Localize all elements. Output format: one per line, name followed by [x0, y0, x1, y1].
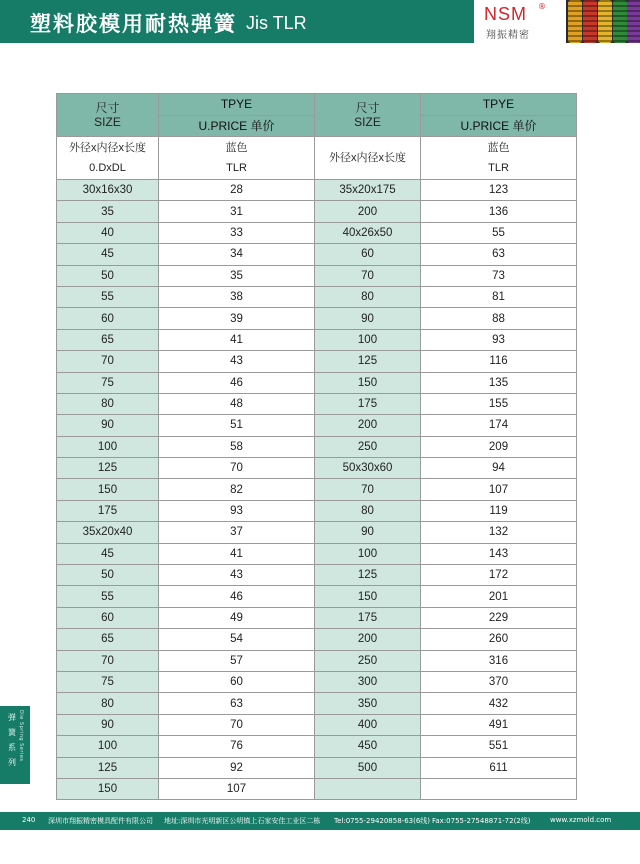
price-cell [421, 778, 577, 799]
footer-website: www.xzmold.com [550, 816, 612, 824]
price-cell: 48 [159, 393, 315, 414]
size-header-en: SIZE [354, 115, 381, 129]
table-row [57, 393, 577, 414]
price-cell: 39 [159, 308, 315, 329]
price-cell: 43 [159, 351, 315, 372]
price-cell: 432 [421, 693, 577, 714]
logo-chinese-name: 翔振精密 [486, 30, 530, 41]
size-cell: 125 [315, 565, 421, 586]
table-row [57, 244, 577, 265]
size-cell: 75 [57, 671, 159, 692]
price-cell: 201 [421, 586, 577, 607]
price-cell: 55 [421, 222, 577, 243]
side-section-tab [0, 706, 30, 784]
footer-address: 地址:深圳市光明新区公明镇上石家安佳工业区二栋 [164, 817, 321, 825]
size-cell: 40x26x50 [315, 222, 421, 243]
size-cell: 100 [57, 736, 159, 757]
company-logo [474, 0, 566, 43]
size-cell: 200 [315, 201, 421, 222]
price-cell: 41 [159, 329, 315, 350]
spring-yellow-icon [598, 0, 612, 43]
price-cell: 107 [159, 778, 315, 799]
price-cell: 551 [421, 736, 577, 757]
size-cell: 60 [57, 308, 159, 329]
price-header-cell: U.PRICE 单价 [159, 115, 315, 137]
type-code: TLR [488, 162, 509, 174]
price-cell: 43 [159, 565, 315, 586]
price-description-cell [421, 137, 577, 180]
table-row [57, 522, 577, 543]
price-cell: 54 [159, 629, 315, 650]
table-row [57, 415, 577, 436]
size-cell: 35x20x40 [57, 522, 159, 543]
price-cell: 611 [421, 757, 577, 778]
table-row [57, 436, 577, 457]
size-cell: 70 [57, 351, 159, 372]
page-header [0, 0, 640, 43]
size-cell: 90 [57, 415, 159, 436]
size-header-cell [315, 94, 421, 137]
size-cell: 90 [315, 308, 421, 329]
size-cell: 45 [57, 244, 159, 265]
table-row [57, 479, 577, 500]
size-cell: 90 [57, 714, 159, 735]
price-cell: 51 [159, 415, 315, 436]
footer-company: 深圳市翔振精密模具配件有限公司 [48, 817, 153, 825]
size-description-cell [57, 137, 159, 180]
table-row [57, 329, 577, 350]
price-cell: 370 [421, 671, 577, 692]
spring-price-table [56, 93, 577, 800]
logo-text: NSM [484, 4, 527, 24]
spring-red-icon [583, 0, 597, 43]
price-cell: 33 [159, 222, 315, 243]
size-cell: 90 [315, 522, 421, 543]
table-subheader-row [57, 137, 577, 180]
size-header-cn: 尺寸 [95, 101, 120, 115]
table-row [57, 736, 577, 757]
table-row [57, 351, 577, 372]
price-cell: 119 [421, 500, 577, 521]
table-row [57, 222, 577, 243]
size-cell: 350 [315, 693, 421, 714]
springs-photo [566, 0, 640, 43]
size-cell: 300 [315, 671, 421, 692]
type-header-cell: TPYE [159, 94, 315, 116]
table-row [57, 629, 577, 650]
price-cell: 94 [421, 458, 577, 479]
price-cell: 132 [421, 522, 577, 543]
table-row [57, 757, 577, 778]
table-row [57, 543, 577, 564]
size-cell: 125 [57, 458, 159, 479]
spring-purple-icon [627, 0, 640, 43]
size-cell: 80 [57, 693, 159, 714]
size-cell: 60 [315, 244, 421, 265]
type-code: TLR [226, 162, 247, 174]
size-cell: 100 [57, 436, 159, 457]
size-cell: 200 [315, 629, 421, 650]
price-cell: 155 [421, 393, 577, 414]
price-cell: 28 [159, 180, 315, 201]
table-row [57, 372, 577, 393]
page-footer [0, 812, 640, 830]
footer-tel: Tel:0755-29420858-63(6线) [334, 817, 431, 825]
size-cell: 35x20x175 [315, 180, 421, 201]
logo-registered-mark: ® [538, 2, 546, 11]
price-cell: 174 [421, 415, 577, 436]
price-cell: 93 [159, 500, 315, 521]
size-cell [315, 778, 421, 799]
size-cell: 65 [57, 329, 159, 350]
size-cell: 100 [315, 329, 421, 350]
price-cell: 260 [421, 629, 577, 650]
table-row [57, 201, 577, 222]
size-cell: 125 [315, 351, 421, 372]
price-description-cell [159, 137, 315, 180]
price-cell: 73 [421, 265, 577, 286]
color-label: 蓝色 [487, 142, 510, 154]
table-row [57, 308, 577, 329]
side-tab-label: 弹簧系列 [8, 713, 16, 767]
spring-green-icon [613, 0, 627, 43]
table-row [57, 565, 577, 586]
table-row [57, 500, 577, 521]
price-cell: 46 [159, 586, 315, 607]
size-cell: 250 [315, 436, 421, 457]
page-title: 塑料胶模用耐热弹簧 [30, 12, 237, 36]
price-cell: 82 [159, 479, 315, 500]
size-cell: 100 [315, 543, 421, 564]
size-cell: 175 [57, 500, 159, 521]
size-header-cell [57, 94, 159, 137]
size-code: 0.DxDL [89, 162, 126, 174]
price-cell: 57 [159, 650, 315, 671]
page-number: 240 [22, 816, 36, 824]
size-cell: 55 [57, 586, 159, 607]
table-header-row [57, 94, 577, 116]
price-cell: 81 [421, 286, 577, 307]
price-cell: 37 [159, 522, 315, 543]
size-cell: 35 [57, 201, 159, 222]
side-tab-english: Die Spring Series [18, 710, 24, 762]
size-description-cell [315, 137, 421, 180]
size-cell: 175 [315, 607, 421, 628]
size-cell: 75 [57, 372, 159, 393]
price-cell: 31 [159, 201, 315, 222]
price-cell: 107 [421, 479, 577, 500]
size-cell: 250 [315, 650, 421, 671]
price-cell: 49 [159, 607, 315, 628]
table-row [57, 714, 577, 735]
type-header-cell: TPYE [421, 94, 577, 116]
size-cell: 50 [57, 565, 159, 586]
size-cell: 80 [315, 286, 421, 307]
price-cell: 46 [159, 372, 315, 393]
size-cell: 125 [57, 757, 159, 778]
size-cell: 400 [315, 714, 421, 735]
table-row [57, 671, 577, 692]
size-cell: 50x30x60 [315, 458, 421, 479]
price-cell: 491 [421, 714, 577, 735]
price-cell: 63 [159, 693, 315, 714]
size-cell: 150 [315, 372, 421, 393]
size-cell: 45 [57, 543, 159, 564]
size-cell: 55 [57, 286, 159, 307]
page-subtitle: Jis TLR [246, 13, 307, 33]
price-cell: 76 [159, 736, 315, 757]
size-cell: 65 [57, 629, 159, 650]
size-description: 外径x内径x长度 [69, 142, 146, 154]
size-cell: 450 [315, 736, 421, 757]
price-cell: 70 [159, 714, 315, 735]
size-cell: 60 [57, 607, 159, 628]
price-header-cell: U.PRICE 单价 [421, 115, 577, 137]
price-cell: 143 [421, 543, 577, 564]
size-cell: 200 [315, 415, 421, 436]
price-cell: 229 [421, 607, 577, 628]
size-cell: 40 [57, 222, 159, 243]
size-cell: 175 [315, 393, 421, 414]
table-row [57, 650, 577, 671]
table-row [57, 458, 577, 479]
size-cell: 80 [315, 500, 421, 521]
size-description: 外径x内径x长度 [329, 152, 406, 164]
table-row [57, 286, 577, 307]
price-cell: 92 [159, 757, 315, 778]
price-cell: 41 [159, 543, 315, 564]
table-row [57, 265, 577, 286]
size-cell: 80 [57, 393, 159, 414]
size-cell: 150 [57, 479, 159, 500]
price-cell: 135 [421, 372, 577, 393]
size-header-en: SIZE [94, 115, 121, 129]
table-row [57, 607, 577, 628]
table-row [57, 180, 577, 201]
color-label: 蓝色 [225, 142, 248, 154]
price-cell: 116 [421, 351, 577, 372]
price-cell: 316 [421, 650, 577, 671]
size-cell: 30x16x30 [57, 180, 159, 201]
footer-fax: Fax:0755-27548871-72(2线) [432, 817, 531, 825]
price-cell: 34 [159, 244, 315, 265]
size-cell: 70 [57, 650, 159, 671]
size-cell: 500 [315, 757, 421, 778]
size-cell: 50 [57, 265, 159, 286]
price-cell: 35 [159, 265, 315, 286]
price-cell: 93 [421, 329, 577, 350]
price-cell: 63 [421, 244, 577, 265]
price-cell: 60 [159, 671, 315, 692]
size-cell: 70 [315, 265, 421, 286]
price-cell: 70 [159, 458, 315, 479]
price-cell: 172 [421, 565, 577, 586]
price-cell: 58 [159, 436, 315, 457]
table-row [57, 693, 577, 714]
price-cell: 123 [421, 180, 577, 201]
table-row [57, 586, 577, 607]
price-cell: 38 [159, 286, 315, 307]
size-cell: 150 [315, 586, 421, 607]
price-cell: 209 [421, 436, 577, 457]
table-row [57, 778, 577, 799]
size-cell: 70 [315, 479, 421, 500]
size-header-cn: 尺寸 [355, 101, 380, 115]
price-cell: 88 [421, 308, 577, 329]
price-cell: 136 [421, 201, 577, 222]
size-cell: 150 [57, 778, 159, 799]
spring-yellow-icon [568, 0, 582, 43]
